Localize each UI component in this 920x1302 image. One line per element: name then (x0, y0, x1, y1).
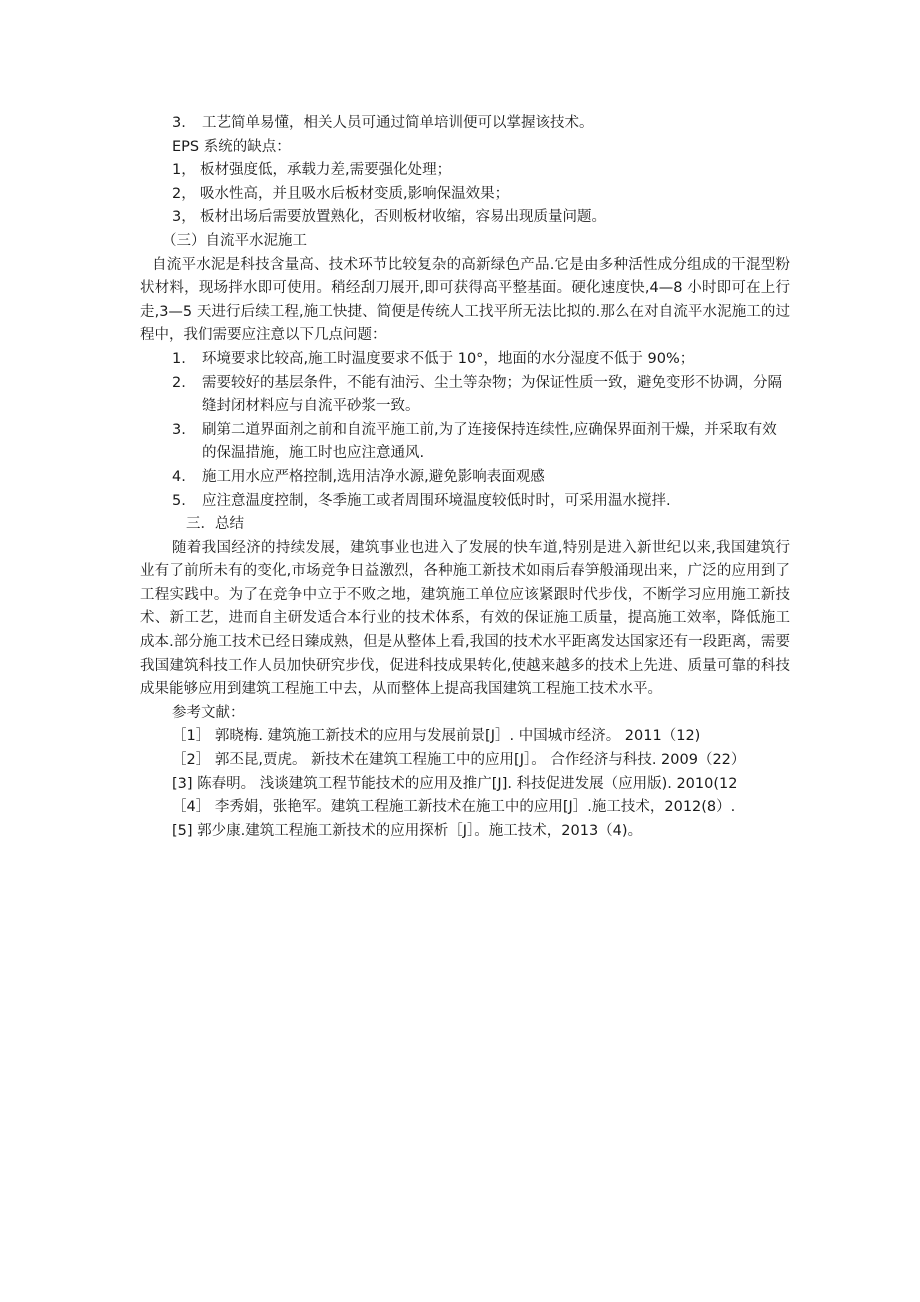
list-number: 3. (172, 421, 186, 438)
list-number: 4. (172, 468, 186, 485)
eps-cons-title: EPS 系统的缺点： (172, 138, 291, 155)
reference-item-1: ［1］ 郭晓梅. 建筑施工新技术的应用与发展前景[J］. 中国城市经济。 2011（12) (172, 728, 701, 745)
section-heading-self-leveling: （三）自流平水泥施工 (162, 232, 307, 249)
eps-cons-item-2 (140, 183, 790, 207)
self-leveling-item-4 (140, 466, 790, 490)
list-number: 2， (172, 185, 196, 202)
list-text: 吸水性高，并且吸水后板材变质,影响保温效果； (200, 185, 510, 202)
list-text: 刷第二道界面剂之前和自流平施工前,为了连接保持连续性,应确保界面剂干燥，并采取有效的保温措施，施工时也应注意通风. (202, 421, 777, 462)
eps-cons-item-3 (140, 206, 790, 230)
eps-cons-item-1 (140, 159, 790, 183)
list-number: 3， (172, 209, 196, 226)
references-title: 参考文献： (172, 704, 245, 721)
list-number: 1. (172, 350, 186, 367)
self-leveling-item-1 (140, 348, 790, 372)
list-number: 1， (172, 162, 196, 179)
list-text: 应注意温度控制，冬季施工或者周围环境温度较低时时，可采用温水搅拌. (202, 492, 671, 509)
list-text: 工艺简单易懂，相关人员可通过简单培训便可以掌握该技术。 (202, 115, 594, 131)
section-heading-summary: 三．总结 (186, 516, 244, 533)
document-body (140, 112, 790, 843)
reference-item-2: ［2］ 郭丕昆,贾虎。 新技术在建筑工程施工中的应用[J］。 合作经济与科技. 2009（22） (172, 752, 746, 769)
list-text: 环境要求比较高,施工时温度要求不低于 10°，地面的水分湿度不低于 90%； (202, 350, 695, 367)
self-leveling-item-3 (140, 419, 790, 466)
list-text: 需要较好的基层条件，不能有油污、尘土等杂物；为保证性质一致，避免变形不协调，分隔缝封闭材料应与自流平砂浆一致。 (202, 374, 782, 415)
list-number: 5. (172, 492, 186, 509)
reference-item-3: [3] 陈春明。 浅谈建筑工程节能技术的应用及推广[J]. 科技促进发展（应用版). 2010(12 (172, 775, 738, 792)
summary-paragraph: 随着我国经济的持续发展，建筑事业也进入了发展的快车道,特别是进入新世纪以来,我国建筑行业有了前所未有的变化,市场竞争日益激烈，各种施工新技术如雨后春笋般涌现出来，广泛的应用到了工程实践中。为了在竞争中立于不败之地，建筑施工单位应该紧跟时代步伐，不断学习应用施工新技术、新工艺，进而自主研发适合本行业的技术体系，有效的保证施工质量，提高施工效率，降低施工成本.部分施工技术已经日臻成熟，但是从整体上看,我国的技术水平距离发达国家还有一段距离，需要我国建筑科技工作人员加快研究步伐，促进科技成果转化,使越来越多的技术上先进、质量可靠的科技成果能够应用到建筑工程施工中去，从而整体上提高我国建筑工程施工技术水平。 (140, 539, 790, 698)
list-text: 施工用水应严格控制,选用洁净水源,避免影响表面观感 (202, 468, 545, 485)
reference-item-5: [5] 郭少康.建筑工程施工新技术的应用探析［J］。施工技术，2013（4)。 (172, 822, 643, 839)
self-leveling-item-5 (140, 490, 790, 514)
list-number: 3. (172, 115, 186, 131)
advantage-item-3 (140, 112, 790, 136)
self-leveling-intro: 自流平水泥是科技含量高、技术环节比较复杂的高新绿色产品.它是由多种活性成分组成的干混型粉状材料，现场拌水即可使用。稍经刮刀展开,即可获得高平整基面。硬化速度快,4—8 小时即可在上行走,3—5 天进行后续工程,施工快捷、简便是传统人工找平所无法比拟的.那么在对自流平水泥施工的过程中，我们需要应注意以下几点问题： (140, 256, 790, 344)
list-text: 板材出场后需要放置熟化，否则板材收缩，容易出现质量问题。 (200, 209, 606, 226)
list-number: 2. (172, 374, 186, 391)
list-text: 板材强度低，承载力差,需要强化处理； (200, 162, 452, 179)
reference-item-4: ［4］ 李秀娟，张艳军。建筑工程施工新技术在施工中的应用[J］.施工技术，2012(8）. (172, 799, 736, 816)
self-leveling-item-2 (140, 372, 790, 419)
